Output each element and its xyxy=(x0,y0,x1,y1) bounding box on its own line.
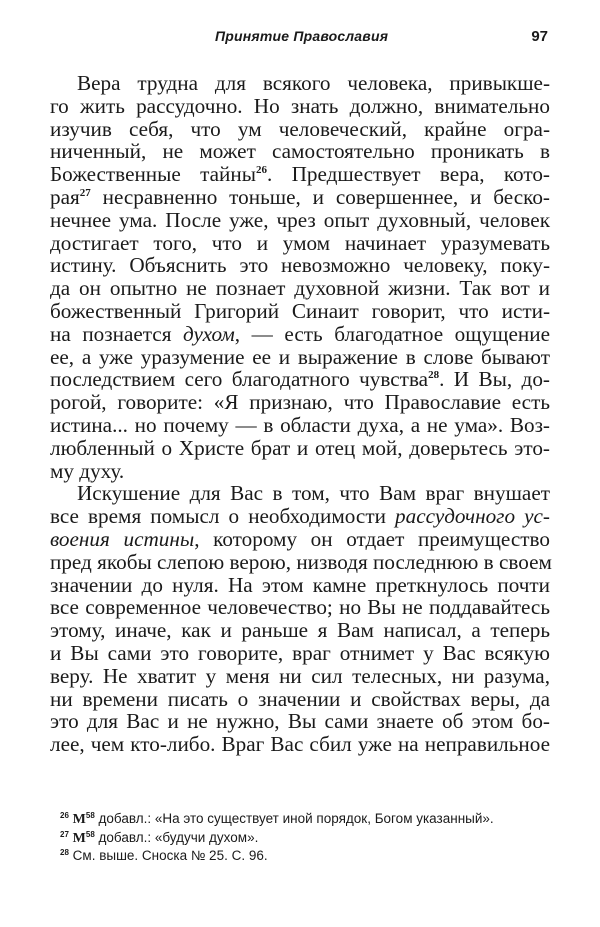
text-segment: да он опытно не познает духовной жизни. Так вот и xyxy=(50,276,550,301)
text-line xyxy=(50,72,550,95)
text-segment: рая xyxy=(50,184,80,209)
text-line xyxy=(50,437,550,460)
text-line xyxy=(50,414,550,437)
text-segment: достигает того, что и умом начинает уразумевать xyxy=(50,230,550,255)
text-segment: божественный Григорий Синаит говорит, что исти- xyxy=(50,298,550,323)
text-segment: го жить рассудочно. Но знать должно, внимательно xyxy=(50,93,550,118)
footnote-text: добавл.: «На это существует иной порядок, Богом указанный». xyxy=(94,811,494,826)
text-line xyxy=(50,505,550,528)
manuscript-siglum: M xyxy=(72,812,86,827)
text-line xyxy=(50,710,550,733)
text-line xyxy=(50,665,550,688)
footnote-number: 27 xyxy=(60,829,69,839)
text-line xyxy=(50,232,550,255)
italic-text: воения истины xyxy=(50,526,195,551)
text-line xyxy=(50,391,550,414)
text-line xyxy=(50,118,550,141)
text-line xyxy=(50,688,550,711)
text-line xyxy=(50,163,550,186)
text-segment: любленный о Христе брат и отец мой, доверьтесь это- xyxy=(50,435,550,460)
text-segment: все современное человечество; но Вы не поддавайтесь xyxy=(50,595,550,620)
text-segment: все время помысл о необходимости xyxy=(50,504,396,529)
text-line xyxy=(50,733,550,756)
manuscript-number: 58 xyxy=(85,811,95,820)
italic-text: духом xyxy=(183,321,235,346)
running-title: Принятие Православия xyxy=(215,28,389,44)
text-segment: этому, иначе, как и раньше я Вам написал, а теперь xyxy=(50,618,550,643)
footnote-ref: 26 xyxy=(255,164,267,177)
text-line xyxy=(50,551,550,574)
footnote-ref: 28 xyxy=(428,369,440,382)
footnote-ref: 27 xyxy=(79,186,91,199)
footnote-number: 28 xyxy=(60,848,69,857)
text-line xyxy=(50,596,550,619)
text-segment: ее, а уже уразумение ее и выражение в слове бывают xyxy=(50,344,550,369)
text-segment: пред якобы слепою верою, низводя последнюю в своем xyxy=(50,549,552,574)
footnote-26 xyxy=(60,810,550,829)
text-line xyxy=(50,95,550,118)
running-header xyxy=(50,28,550,48)
text-line xyxy=(50,186,550,209)
text-line xyxy=(50,619,550,642)
text-segment: , которому он отдает преимущество xyxy=(194,526,550,551)
text-segment: му духу. xyxy=(50,458,125,483)
footnote-text: добавл.: «будучи духом». xyxy=(94,829,259,845)
text-segment: рогой, говорите: «Я признаю, что Православие есть xyxy=(50,390,550,415)
text-line xyxy=(50,277,550,300)
footnote-28 xyxy=(60,847,550,865)
text-segment: изучив себя, что ум человеческий, крайне огра- xyxy=(50,116,550,141)
text-segment: ни времени писать о значении и свойствах веры, да xyxy=(50,686,550,711)
text-segment: . И Вы, до- xyxy=(439,367,550,392)
text-segment: веру. Не хватит у меня ни сил телесных, ни разума, xyxy=(50,663,550,688)
text-segment: значении до нуля. На этом камне преткнулось почти xyxy=(50,572,550,597)
text-segment: ниченный, не может самостоятельно проникать в xyxy=(50,139,550,164)
text-line xyxy=(50,574,550,597)
text-segment: последствием сего благодатного чувства xyxy=(50,367,429,392)
footnote-27 xyxy=(60,829,550,848)
text-segment: на познается xyxy=(50,321,184,346)
text-segment: истину. Объяснить это невозможно человеку, поку- xyxy=(50,253,550,278)
text-line xyxy=(50,254,550,277)
footnote-number: 26 xyxy=(60,811,69,820)
manuscript-siglum: M xyxy=(72,830,86,846)
footnote-text: См. выше. Сноска № 25. С. 96. xyxy=(68,848,268,863)
text-line xyxy=(50,209,550,232)
text-segment: это для Вас и не нужно, Вы сами знаете об этом бо- xyxy=(50,709,550,734)
text-segment: Божественные тайны xyxy=(50,162,256,187)
manuscript-number: 58 xyxy=(85,829,95,839)
text-line xyxy=(50,300,550,323)
text-line xyxy=(50,346,550,369)
text-segment: и Вы сами это говорите, враг отнимет у Вас всякую xyxy=(50,640,550,665)
text-segment: истина... но почему — в области духа, а не ума». Воз- xyxy=(50,412,550,437)
text-segment: нечнее ума. После уже, чрез опыт духовный, человек xyxy=(50,207,550,232)
italic-text: рассудочного ус- xyxy=(395,504,550,529)
text-segment: лее, чем кто-либо. Враг Вас сбил уже на неправильное xyxy=(50,732,550,757)
text-line xyxy=(50,528,550,551)
text-segment: Искушение для Вас в том, что Вам враг внушает xyxy=(77,481,550,506)
page-number: 97 xyxy=(531,28,548,45)
text-line xyxy=(50,642,550,665)
text-line xyxy=(50,140,550,163)
text-line xyxy=(50,368,550,391)
text-segment: . Предшествует вера, кото- xyxy=(266,162,550,187)
text-line xyxy=(50,482,550,505)
text-segment: Вера трудна для всякого человека, привыкше- xyxy=(77,71,550,95)
text-segment: , — есть благодатное ощущение xyxy=(234,321,550,346)
footnotes xyxy=(60,810,550,865)
text-segment: несравненно тоньше, и совершеннее, и беско- xyxy=(90,184,550,209)
text-line xyxy=(50,460,550,483)
body-text xyxy=(50,72,550,756)
text-line xyxy=(50,323,550,346)
